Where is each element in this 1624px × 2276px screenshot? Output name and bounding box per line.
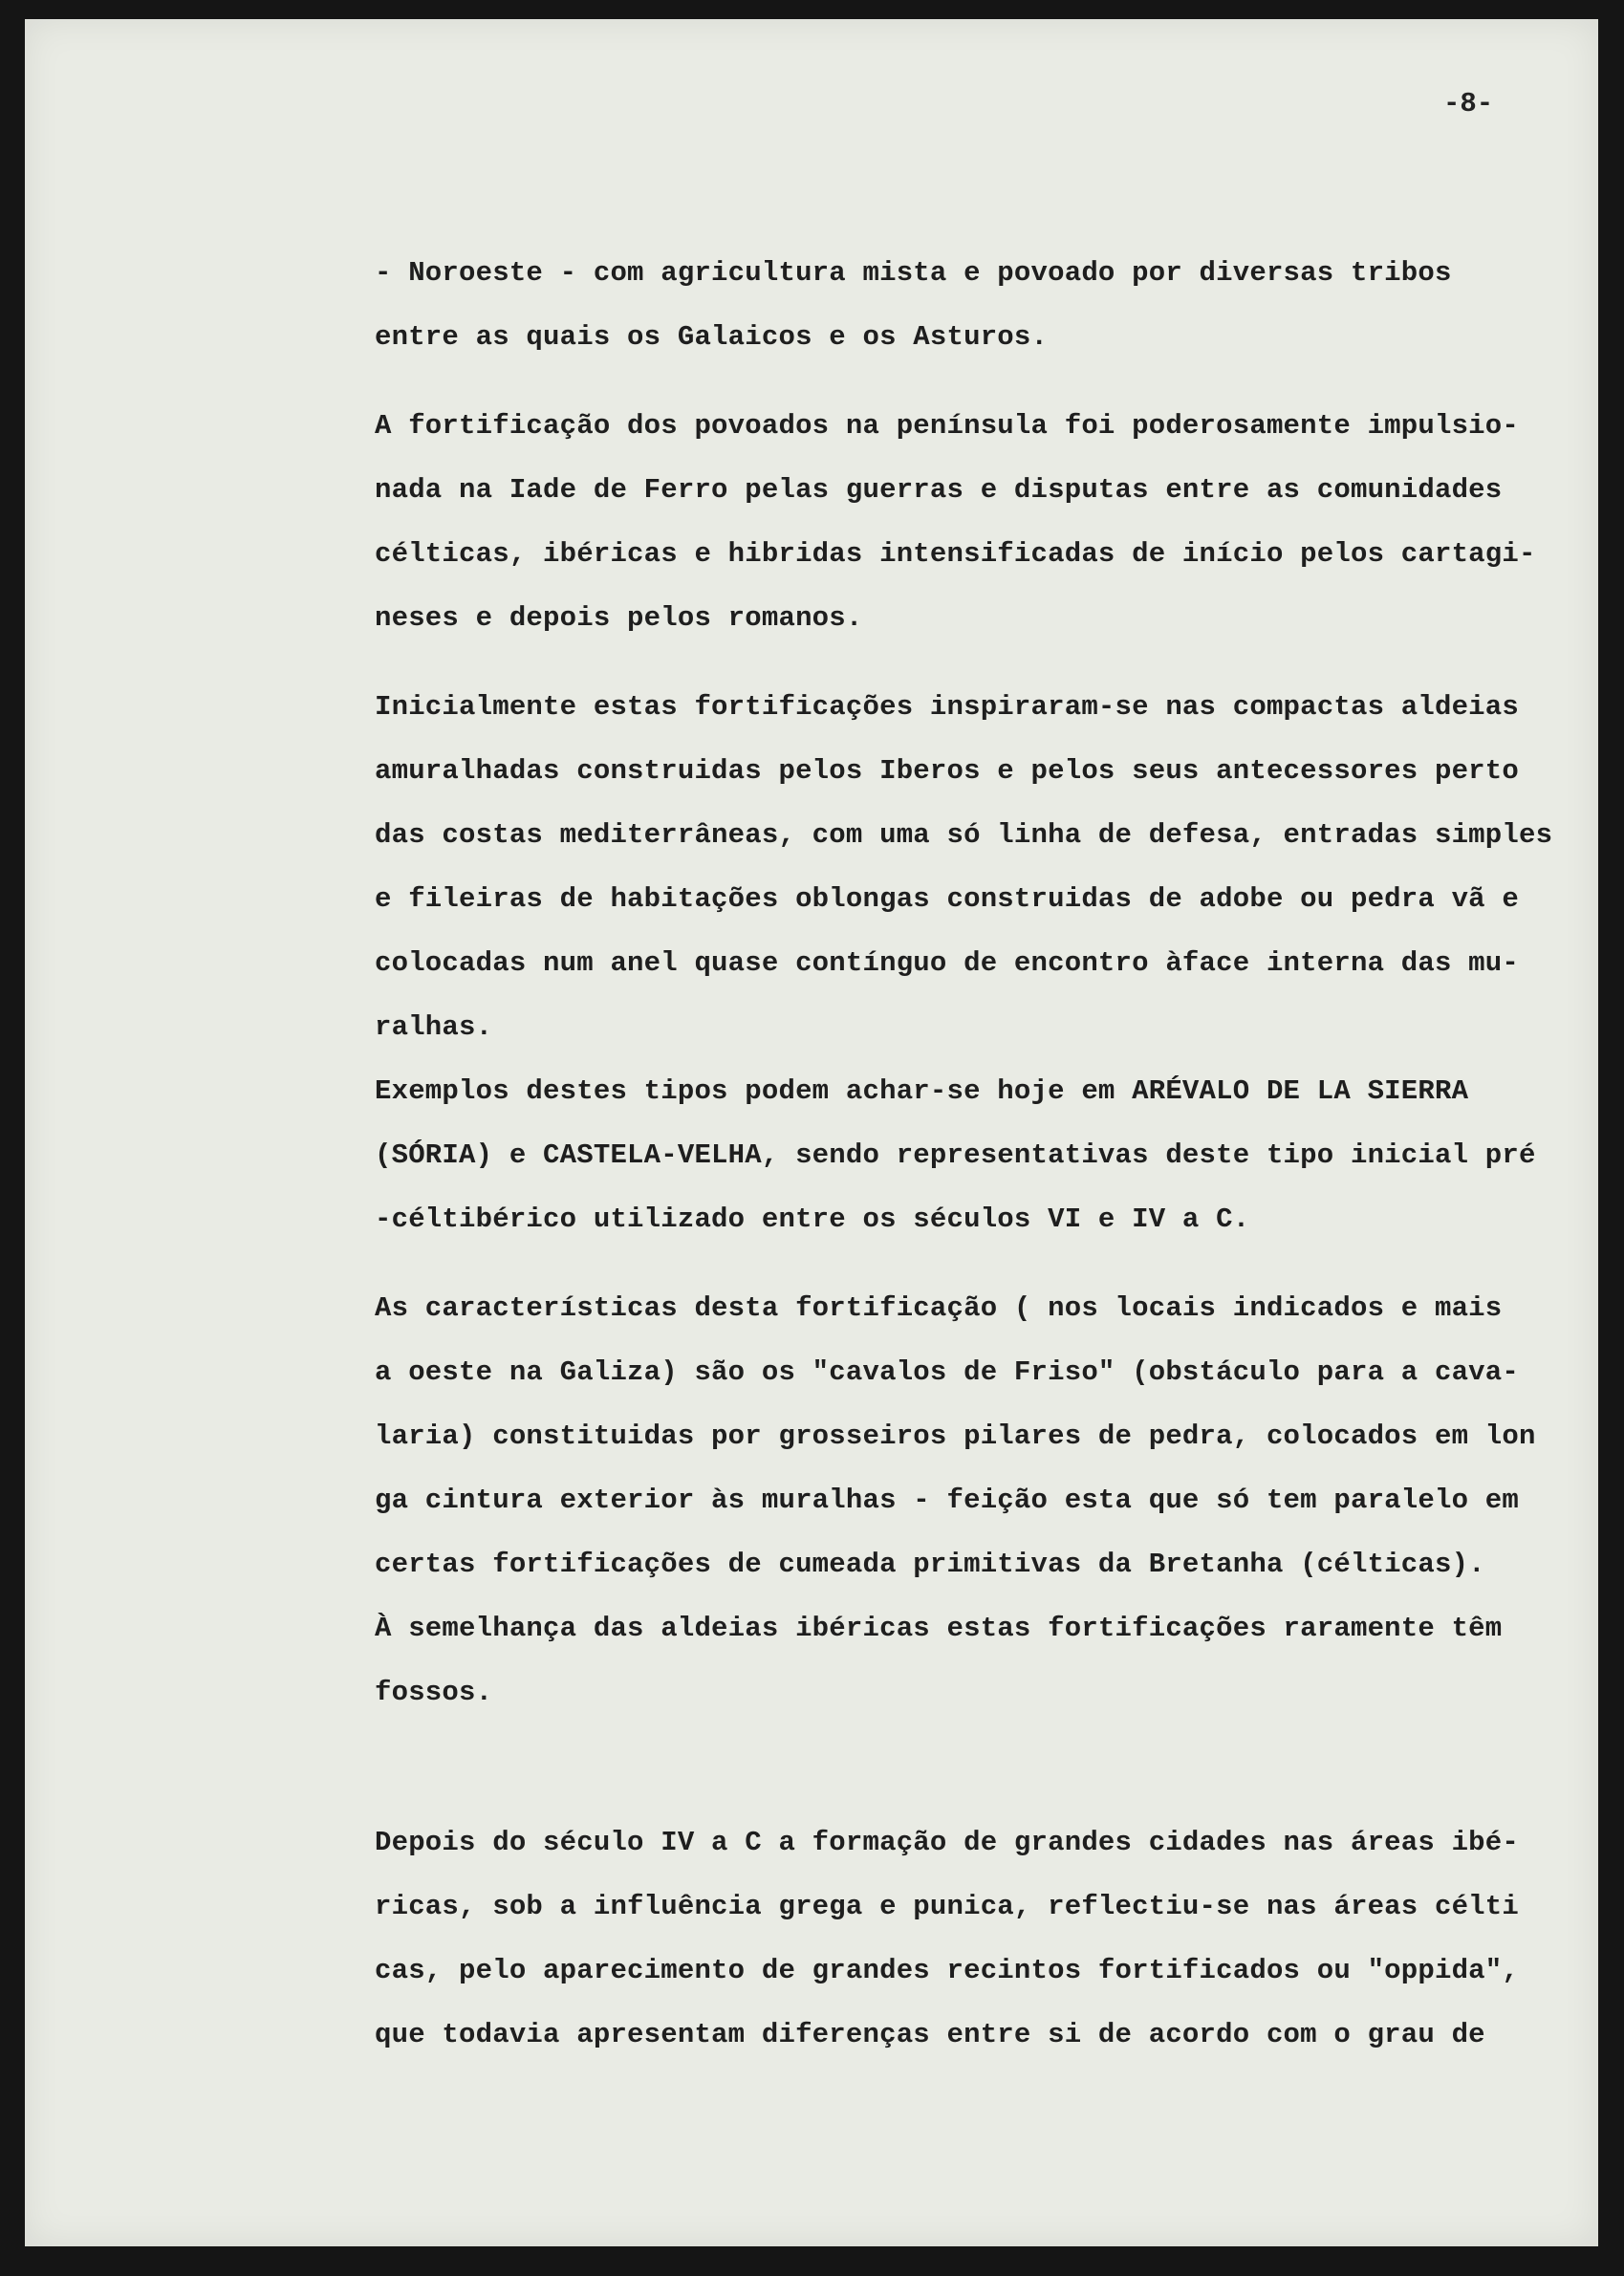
- text-line: nada na Iade de Ferro pelas guerras e disputas entre as comunidades: [375, 474, 1503, 506]
- text-line: ricas, sob a influência grega e punica, reflectiu-se nas áreas célti: [375, 1891, 1519, 1922]
- text-line: a oeste na Galiza) são os "cavalos de Friso" (obstáculo para a cava-: [375, 1356, 1519, 1388]
- paragraph-fortificacao: [375, 394, 1579, 650]
- paragraph-exemplos: [375, 1059, 1579, 1251]
- paragraph-caracteristicas: [375, 1276, 1579, 1596]
- text-line: ga cintura exterior às muralhas - feição esta que só tem paralelo em: [375, 1485, 1519, 1516]
- text-line: cas, pelo aparecimento de grandes recintos fortificados ou "oppida",: [375, 1955, 1519, 1986]
- text-line: certas fortificações de cumeada primitivas da Bretanha (célticas).: [375, 1549, 1485, 1580]
- text-line: e fileiras de habitações oblongas construidas de adobe ou pedra vã e: [375, 883, 1519, 915]
- text-line: -céltibérico utilizado entre os séculos VI e IV a C.: [375, 1203, 1250, 1235]
- text-line: entre as quais os Galaicos e os Asturos.: [375, 321, 1049, 353]
- text-line: das costas mediterrâneas, com uma só linha de defesa, entradas simples: [375, 819, 1553, 851]
- page-number: -8-: [1443, 88, 1494, 119]
- text-line: colocadas num anel quase contínguo de encontro àface interna das mu-: [375, 947, 1519, 979]
- text-line: Exemplos destes tipos podem achar-se hoje em ARÉVALO DE LA SIERRA: [375, 1075, 1469, 1107]
- text-line: - Noroeste - com agricultura mista e povoado por diversas tribos: [375, 257, 1452, 289]
- text-line: que todavia apresentam diferenças entre si de acordo com o grau de: [375, 2019, 1485, 2050]
- document-body: [375, 241, 1579, 2067]
- text-line: fossos.: [375, 1677, 493, 1708]
- text-line: Inicialmente estas fortificações inspiraram-se nas compactas aldeias: [375, 691, 1519, 723]
- text-line: ralhas.: [375, 1011, 493, 1043]
- paragraph-semelhanca: [375, 1596, 1579, 1724]
- paragraph-inicialmente: [375, 675, 1579, 1059]
- paragraph-depois: [375, 1810, 1579, 2067]
- text-line: (SÓRIA) e CASTELA-VELHA, sendo representativas deste tipo inicial pré: [375, 1139, 1536, 1171]
- text-line: amuralhadas construidas pelos Iberos e pelos seus antecessores perto: [375, 755, 1519, 787]
- text-line: laria) constituidas por grosseiros pilares de pedra, colocados em lon: [375, 1420, 1536, 1452]
- text-line: A fortificação dos povoados na península foi poderosamente impulsio-: [375, 410, 1519, 442]
- text-line: À semelhança das aldeias ibéricas estas fortificações raramente têm: [375, 1613, 1503, 1644]
- text-line: neses e depois pelos romanos.: [375, 602, 863, 634]
- text-line: célticas, ibéricas e hibridas intensificadas de início pelos cartagi-: [375, 538, 1536, 570]
- paragraph-noroeste: [375, 241, 1579, 369]
- text-line: Depois do século IV a C a formação de grandes cidades nas áreas ibé-: [375, 1827, 1519, 1858]
- text-line: As características desta fortificação ( nos locais indicados e mais: [375, 1292, 1503, 1324]
